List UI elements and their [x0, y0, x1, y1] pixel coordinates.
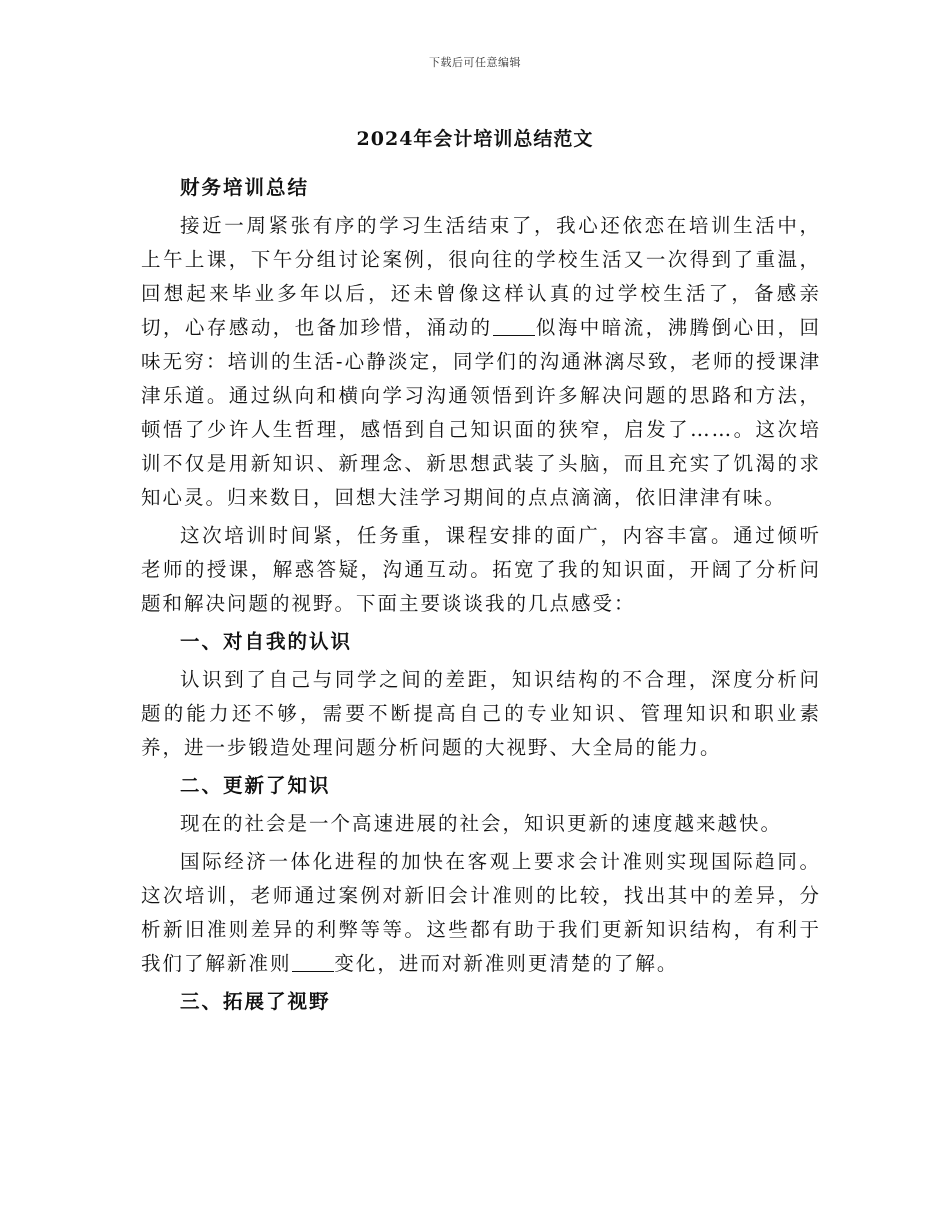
paragraph: 认识到了自己与同学之间的差距，知识结构的不合理，深度分析问题的能力还不够，需要不断提高自己的专业知识、管理知识和职业素养，进一步锻造处理问题分析问题的大视野、大全局的能力。: [141, 668, 821, 759]
paragraph: [141, 209, 821, 515]
blank-underline: [292, 952, 335, 973]
document-title: 2024年会计培训总结范文: [356, 128, 594, 150]
document-body: [141, 171, 821, 1023]
section-heading: 一、对自我的认识: [180, 630, 353, 653]
section-heading: 三、拓展了视野: [180, 990, 331, 1013]
section-heading: 二、更新了知识: [180, 774, 331, 797]
page-header-note: 下载后可任意编辑: [429, 56, 521, 69]
paragraph: [141, 845, 821, 981]
paragraph-text: 国际经济一体化进程的加快在客观上要求会计准则实现国际趋同。这次培训，老师通过案例对新旧会计准则的比较，找出其中的差异，分析新旧准则差异的利弊等等。这些都有助于我们更新知识结构，有利于我们了解新准则: [141, 850, 821, 975]
paragraph-text: 接近一周紧张有序的学习生活结束了，我心还依恋在培训生活中，上午上课，下午分组讨论案例，很向往的学校生活又一次得到了重温，回想起来毕业多年以后，还未曾像这样认真的过学校生活了，备感亲切，心存感动，也备加珍惜，涌动的: [141, 214, 821, 339]
paragraph: 现在的社会是一个高速进展的社会，知识更新的速度越来越快。: [180, 812, 783, 835]
section-heading: 财务培训总结: [180, 176, 310, 199]
blank-underline: [493, 316, 536, 337]
paragraph: 这次培训时间紧，任务重，课程安排的面广，内容丰富。通过倾听老师的授课，解惑答疑，沟通互动。拓宽了我的知识面，开阔了分析问题和解决问题的视野。下面主要谈谈我的几点感受：: [141, 524, 821, 615]
paragraph-text: 似海中暗流，沸腾倒心田，回味无穷：培训的生活-心静淡定，同学们的沟通淋漓尽致，老师的授课津津乐道。通过纵向和横向学习沟通领悟到许多解决问题的思路和方法，顿悟了少许人生哲理，感悟到自己知识面的狭窄，启发了……。这次培训不仅是用新知识、新理念、新思想武装了头脑，而且充实了饥渴的求知心灵。归来数日，回想大洼学习期间的点点滴滴，依旧津津有味。: [141, 316, 821, 509]
paragraph-text: 变化，进而对新准则更清楚的了解。: [334, 952, 679, 975]
